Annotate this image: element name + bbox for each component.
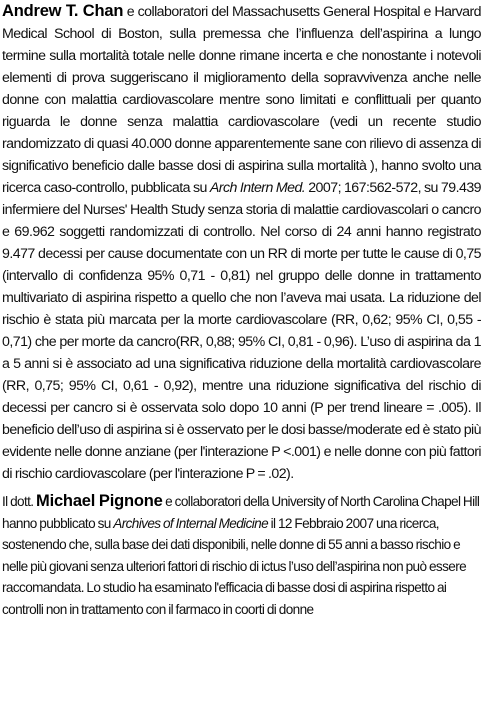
paragraph-text: e collaboratori della University of North Carolina Chapel Hill hanno pubblicato su <box>2 494 480 531</box>
paragraph-text: e collaboratori del Massachusetts General Hospital e Harvard Medical School di Boston, sulla premessa che l’influenza dell’aspirina a lungo termine sulla mortalità totale nelle donne rimane incerta e che nonostante i notevoli elementi di prova suggeriscano il miglioramento della sopravvivenza anche nelle donne con malattia cardiovascolare mentre sono limitati e conflittuali per quanto riguarda le donne senza malattia cardiovascolare (vedi un recente studio randomizzato di quasi 40.000 donne apparentemente sane con rilievo di assenza di significativo beneficio dalle basse dosi di aspirina sulla mortalità ), hanno svolto una ricerca caso-controllo, pubblicata su <box>2 4 482 196</box>
paragraph-pignone-study <box>2 491 481 620</box>
author-name-chan: Andrew T. Chan <box>2 2 124 20</box>
paragraph-text: 2007; 167:562-572, su 79.439 infermiere del Nurses' Health Study senza storia di malattie cardiovascolari o cancro e 69.962 soggetti randomizzati di controllo. Nel corso di 24 anni hanno registrato 9.477 decessi per cause documentate con un RR di morte per tutte le cause di 0,75 (intervallo di confidenza 95% 0,71 - 0,81) nel gruppo delle donne in trattamento multivariato di aspirina rispetto a quello che non l’aveva mai usata. La riduzione del rischio è stata più marcata per la morte cardiovascolare (RR, 0,62; 95% CI, 0,55 - 0,71) che per morte da cancro(RR, 0,88; 95% CI, 0,81 - 0,96). L’uso di aspirina da 1 a 5 anni si è associato ad una significativa riduzione della mortalità cardiovascolare (RR, 0,75; 95% CI, 0,61 - 0,92), mentre una riduzione significativa del rischio di decessi per cancro si è osservata solo dopo 10 anni (P per trend lineare = .005). Il beneficio dell’uso di aspirina si è osservato per le dosi basse/moderate ed è stato più evidente nelle donne anziane (per l'interazione P <.001) e nelle donne con più fattori di rischio cardiovascolare (per l'interazione P = .02). <box>2 180 481 482</box>
article-body <box>2 0 481 620</box>
author-name-pignone: Michael Pignone <box>36 492 163 510</box>
paragraph-prefix: Il dott. <box>2 494 37 509</box>
paragraph-text: il 12 Febbraio 2007 una ricerca, sostenendo che, sulla base dei dati disponibili, nelle donne di 55 anni a basso rischio e nelle più giovani senza ulteriori fattori di rischio di ictus l’uso dell’aspirina non può essere raccomandata. Lo studio ha esaminato l'efficacia di basse dosi di aspirina rispetto ai controlli non in trattamento con il farmaco in coorti di donne <box>2 515 467 617</box>
journal-citation: Archives of Internal Medicine <box>113 515 269 531</box>
paragraph-chan-study <box>2 0 481 485</box>
journal-citation: Arch Intern Med. <box>209 180 306 196</box>
